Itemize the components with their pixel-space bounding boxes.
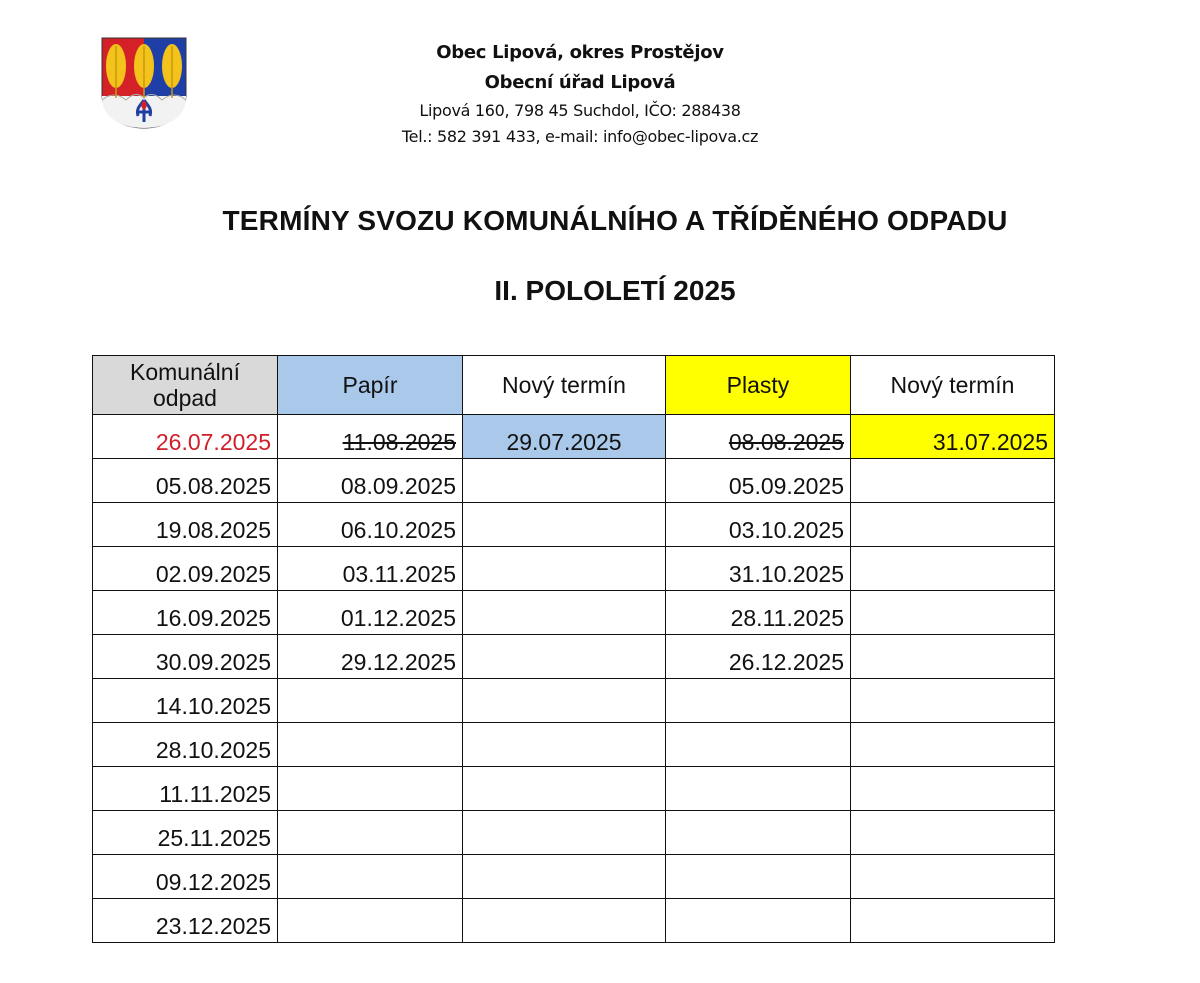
cell-plasty-new <box>851 459 1055 503</box>
cell-papir-new <box>463 459 666 503</box>
cell-papir <box>278 855 463 899</box>
cell-plasty-new <box>851 547 1055 591</box>
header-plasty-new: Nový termín <box>851 356 1055 415</box>
cell-papir-new <box>463 591 666 635</box>
cell-plasty <box>666 811 851 855</box>
schedule-table <box>92 355 1055 943</box>
cell-plasty-new: 31.07.2025 <box>851 415 1055 459</box>
cell-plasty-cancelled: 08.08.2025 <box>666 415 851 459</box>
page-title: TERMÍNY SVOZU KOMUNÁLNÍHO A TŘÍDĚNÉHO ODPADU <box>222 205 1008 236</box>
cell-papir <box>278 811 463 855</box>
address: Lipová 160, 798 45 Suchdol, IČO: 288438 <box>419 101 741 120</box>
cell-papir <box>278 679 463 723</box>
cell-papir-new <box>463 679 666 723</box>
cell-plasty <box>666 767 851 811</box>
cell-plasty-new <box>851 899 1055 943</box>
cell-plasty <box>666 855 851 899</box>
cell-papir-new: 29.07.2025 <box>463 415 666 459</box>
cell-papir: 29.12.2025 <box>278 635 463 679</box>
table-row <box>93 635 1055 679</box>
table-header-row <box>93 356 1055 415</box>
cell-papir-new <box>463 811 666 855</box>
cell-papir-new <box>463 547 666 591</box>
cell-papir-new <box>463 855 666 899</box>
cell-plasty-new <box>851 591 1055 635</box>
table-row <box>93 503 1055 547</box>
cell-komunalni: 09.12.2025 <box>93 855 278 899</box>
cell-papir-new <box>463 503 666 547</box>
cell-komunalni: 16.09.2025 <box>93 591 278 635</box>
header-komunalni: Komunální odpad <box>93 356 278 415</box>
cell-plasty <box>666 899 851 943</box>
letterhead <box>300 38 860 150</box>
office-name: Obecní úřad Lipová <box>484 72 676 93</box>
contact: Tel.: 582 391 433, e-mail: info@obec-lipova.cz <box>401 127 759 146</box>
table-row <box>93 723 1055 767</box>
cell-papir <box>278 723 463 767</box>
cell-papir-cancelled: 11.08.2025 <box>278 415 463 459</box>
cell-komunalni: 23.12.2025 <box>93 899 278 943</box>
cell-papir: 06.10.2025 <box>278 503 463 547</box>
table-row <box>93 591 1055 635</box>
cell-papir: 01.12.2025 <box>278 591 463 635</box>
table-row <box>93 679 1055 723</box>
cell-plasty-new <box>851 635 1055 679</box>
cell-papir-new <box>463 723 666 767</box>
page-subtitle: II. POLOLETÍ 2025 <box>494 275 736 306</box>
cell-papir-new <box>463 767 666 811</box>
cell-papir <box>278 767 463 811</box>
table-row <box>93 767 1055 811</box>
cell-plasty: 05.09.2025 <box>666 459 851 503</box>
table-row <box>93 459 1055 503</box>
table-row <box>93 415 1055 459</box>
cell-plasty <box>666 723 851 767</box>
cell-komunalni: 19.08.2025 <box>93 503 278 547</box>
cell-komunalni: 25.11.2025 <box>93 811 278 855</box>
header-plasty: Plasty <box>666 356 851 415</box>
cell-plasty-new <box>851 723 1055 767</box>
municipality-name: Obec Lipová, okres Prostějov <box>436 42 724 63</box>
cell-plasty-new <box>851 811 1055 855</box>
cell-plasty: 03.10.2025 <box>666 503 851 547</box>
cell-komunalni: 11.11.2025 <box>93 767 278 811</box>
cell-papir: 08.09.2025 <box>278 459 463 503</box>
cell-papir-new <box>463 635 666 679</box>
cell-plasty-new <box>851 855 1055 899</box>
cell-papir: 03.11.2025 <box>278 547 463 591</box>
cell-plasty: 26.12.2025 <box>666 635 851 679</box>
cell-plasty <box>666 679 851 723</box>
cell-komunalni: 28.10.2025 <box>93 723 278 767</box>
cell-plasty-new <box>851 767 1055 811</box>
header-papir: Papír <box>278 356 463 415</box>
coat-of-arms-icon <box>100 36 188 130</box>
cell-plasty-new <box>851 503 1055 547</box>
cell-plasty: 28.11.2025 <box>666 591 851 635</box>
cell-papir-new <box>463 899 666 943</box>
cell-plasty: 31.10.2025 <box>666 547 851 591</box>
cell-komunalni: 02.09.2025 <box>93 547 278 591</box>
cell-komunalni: 05.08.2025 <box>93 459 278 503</box>
table-row <box>93 811 1055 855</box>
cell-komunalni: 26.07.2025 <box>93 415 278 459</box>
cell-komunalni: 30.09.2025 <box>93 635 278 679</box>
cell-komunalni: 14.10.2025 <box>93 679 278 723</box>
cell-papir <box>278 899 463 943</box>
table-row <box>93 547 1055 591</box>
table-row <box>93 899 1055 943</box>
header-papir-new: Nový termín <box>463 356 666 415</box>
cell-plasty-new <box>851 679 1055 723</box>
table-row <box>93 855 1055 899</box>
